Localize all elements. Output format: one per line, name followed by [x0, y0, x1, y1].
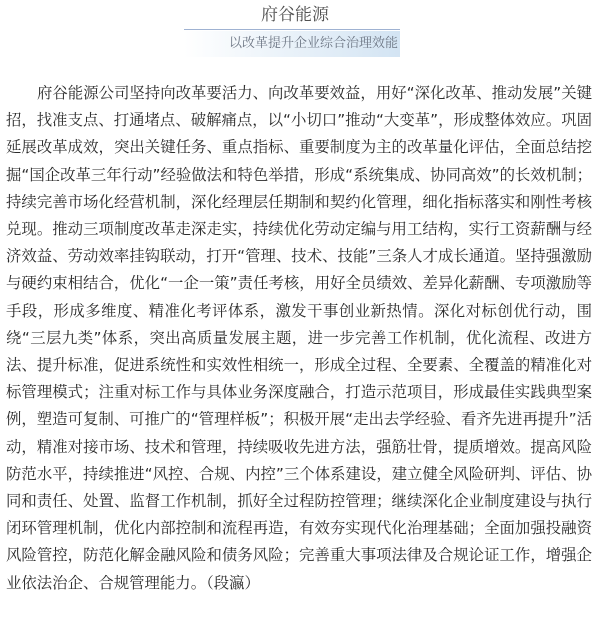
article-body: 府谷能源公司坚持向改革要活力、向改革要效益，用好“深化改革、推动发展”关键招，找准支点、打通堵点、破解痛点，以“小切口”推动“大变革”，形成整体效应。巩固延展改革成效，突出关键任务、重点指标、重要制度为主的改革量化评估，全面总结挖掘“国企改革三年行动”经验做法和特色举措，形成“系统集成、协同高效”的长效机制；持续完善市场化经营机制，深化经理层任期制和契约化管理，细化指标落实和刚性考核兑现。推动三项制度改革走深走实，持续优化劳动定编与用工结构，实行工资薪酬与经济效益、劳动效率挂钩联动，打开“管理、技术、技能”三条人才成长通道。坚持强激励与硬约束相结合，优化“一企一策”责任考核，用好全员绩效、差异化薪酬、专项激励等手段，形成多维度、精准化考评体系，激发干事创业新热情。深化对标创优行动，围绕“三层九类”体系，突出高质量发展主题，进一步完善工作机制，优化流程、改进方法、提升标准，促进系统性和实效性相统一，形成全过程、全要素、全覆盖的精准化对标管理模式；注重对标工作与具体业务深度融合，打造示范项目，形成最佳实践典型案例，塑造可复制、可推广的“管理样板”；积极开展“走出去学经验、看齐先进再提升”活动，精准对接市场、技术和管理，持续吸收先进方法，强筋壮骨，提质增效。提高风险防范水平，持续推进“风控、合规、内控”三个体系建设，建立健全风险研判、评估、协同和责任、处置、监督工作机制，抓好全过程防控管理；继续深化企业制度建设与执行闭环管理机制，优化内部控制和流程再造，有效夯实现代化治理基础；全面加强投融资风险管控，防范化解金融风险和债务风险；完善重大事项法律及合规论证工作，增强企业依法治企、合规管理能力。（段瀛） — [6, 84, 592, 592]
article-title: 府谷能源 — [261, 5, 329, 25]
article-header — [170, 0, 420, 70]
title-divider — [184, 29, 400, 30]
article-subtitle: 以改革提升企业综合治理效能 — [228, 36, 398, 51]
